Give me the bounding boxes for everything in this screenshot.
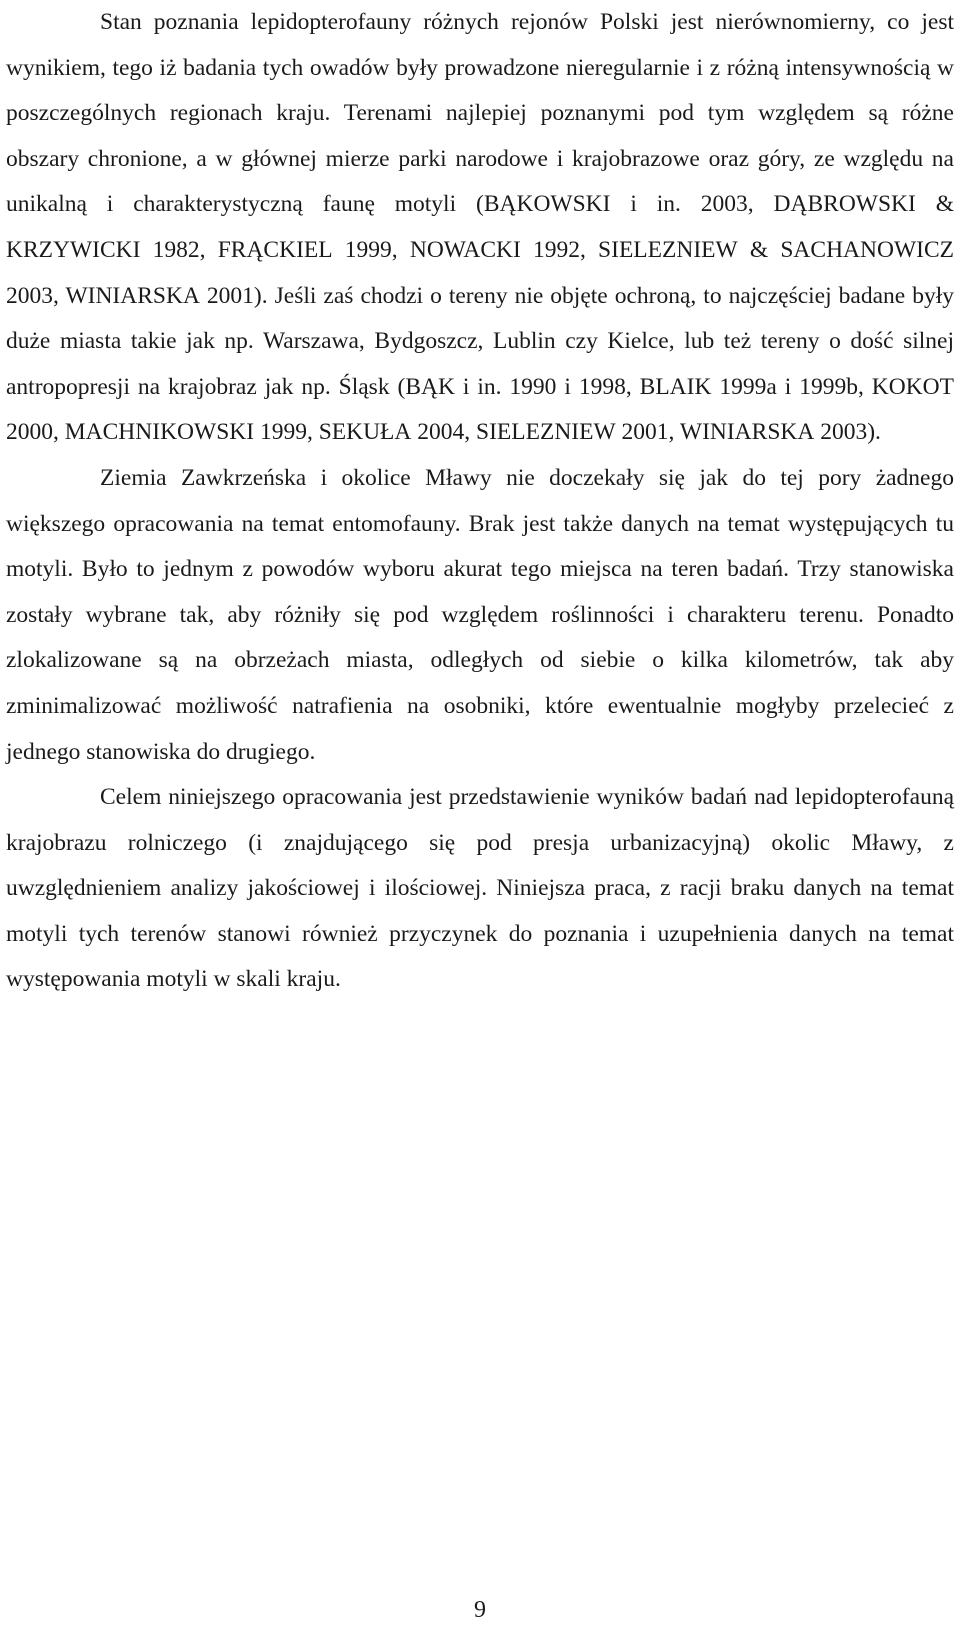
author-name-smallcaps: EKUŁA [331,419,412,446]
text-run: 1982, F [140,236,231,263]
author-name-smallcaps: OKOT [888,373,955,400]
author-name-smallcaps: INIARSKA [87,282,200,309]
text-run: i in. 2003, D [610,191,791,218]
author-name-smallcaps: IELEZNIEW [489,419,616,446]
author-name-smallcaps: INIARSKA [702,419,815,446]
author-name-smallcaps: RZYWICKI [22,236,141,263]
author-name-smallcaps: ĄKOWSKI [499,191,611,218]
text-run: Ziemia Zawkrzeńska i okolice Mławy nie doczekały się jak do tej pory żadnego większego opracowania na temat entomofauny. Brak jest także danych na temat występujących tu motyli. Było to jednym z powodów wyboru akurat tego miejsca na teren badań. Trzy stanowiska zostały wybrane tak, aby różniły się pod względem roślinności i charakteru terenu. Ponadto zlokalizowane są na obrzeżach miasta, odległych od siebie o kilka kilometrów, tak aby zminimalizować możliwość natrafienia na osobniki, które ewentualnie mogłyby przelecieć z jednego stanowiska do drugiego. [6,464,954,765]
author-name-smallcaps: ĄK [421,373,455,400]
author-name-smallcaps: OWACKI [426,236,521,263]
text-run: & S [737,236,794,263]
text-run: Celem niniejszego opracowania jest przedstawienie wyników badań nad lepidopterofauną krajobrazu rolniczego (i znajdującego się pod presja urbanizacyjną) okolic Mławy, z uwzględnieniem analizy jakościowej i ilościowej. Niniejsza praca, z racji braku danych na temat motyli tych terenów stanowi również przyczynek do poznania i uzupełnienia danych na temat występowania motyli w skali kraju. [6,784,954,993]
text-run: 2003). [814,419,881,446]
text-run: 1999, S [254,419,332,446]
text-run: 2001, W [615,419,703,446]
paragraph-zawkrze-region [6,456,954,775]
text-run: 2000, M [6,419,86,446]
author-name-smallcaps: IELEZNIEW [611,236,738,263]
author-name-smallcaps: ACHANOWICZ [793,236,954,263]
paragraph-lepidopterofauna-state [6,0,954,456]
text-run: & K [6,191,954,263]
body-text [6,0,954,1003]
page-number: 9 [474,1597,486,1623]
author-name-smallcaps: ACHNIKOWSKI [85,419,255,446]
text-run: Stan poznania lepidopterofauny różnych rejonów Polski jest nierównomierny, co jest wynikiem, tego iż badania tych owadów były prowadzone nieregularnie i z różną intensywnością w poszczególnych regionach kraju. Terenami najlepiej poznanymi pod tym względem są różne obszary chronione, a w głównej mierze parki narodowe i krajobrazowe oraz góry, ze względu na unikalną i charakterystyczną faunę motyli (B [6,9,954,218]
author-name-smallcaps: LAIK [655,373,712,400]
text-run: 2004, S [411,419,490,446]
author-name-smallcaps: RĄCKIEL [230,236,333,263]
text-run: 1999, N [332,236,427,263]
text-run: 1999a i 1999b, K [711,373,889,400]
paragraph-study-aim [6,775,954,1003]
text-run: i in. 1990 i 1998, B [454,373,656,400]
author-name-smallcaps: ĄBROWSKI [790,191,916,218]
text-run: 1992, S [520,236,612,263]
text-run: 2001). Jeśli zaś chodzi o tereny nie objęte ochroną, to najczęściej badane były duże miasta takie jak np. Warszawa, Bydgoszcz, Lublin czy Kielce, lub też tereny o dość silnej antropopresji na krajobraz jak np. Śląsk (B [6,282,954,400]
text-run: 2003, W [6,282,88,309]
